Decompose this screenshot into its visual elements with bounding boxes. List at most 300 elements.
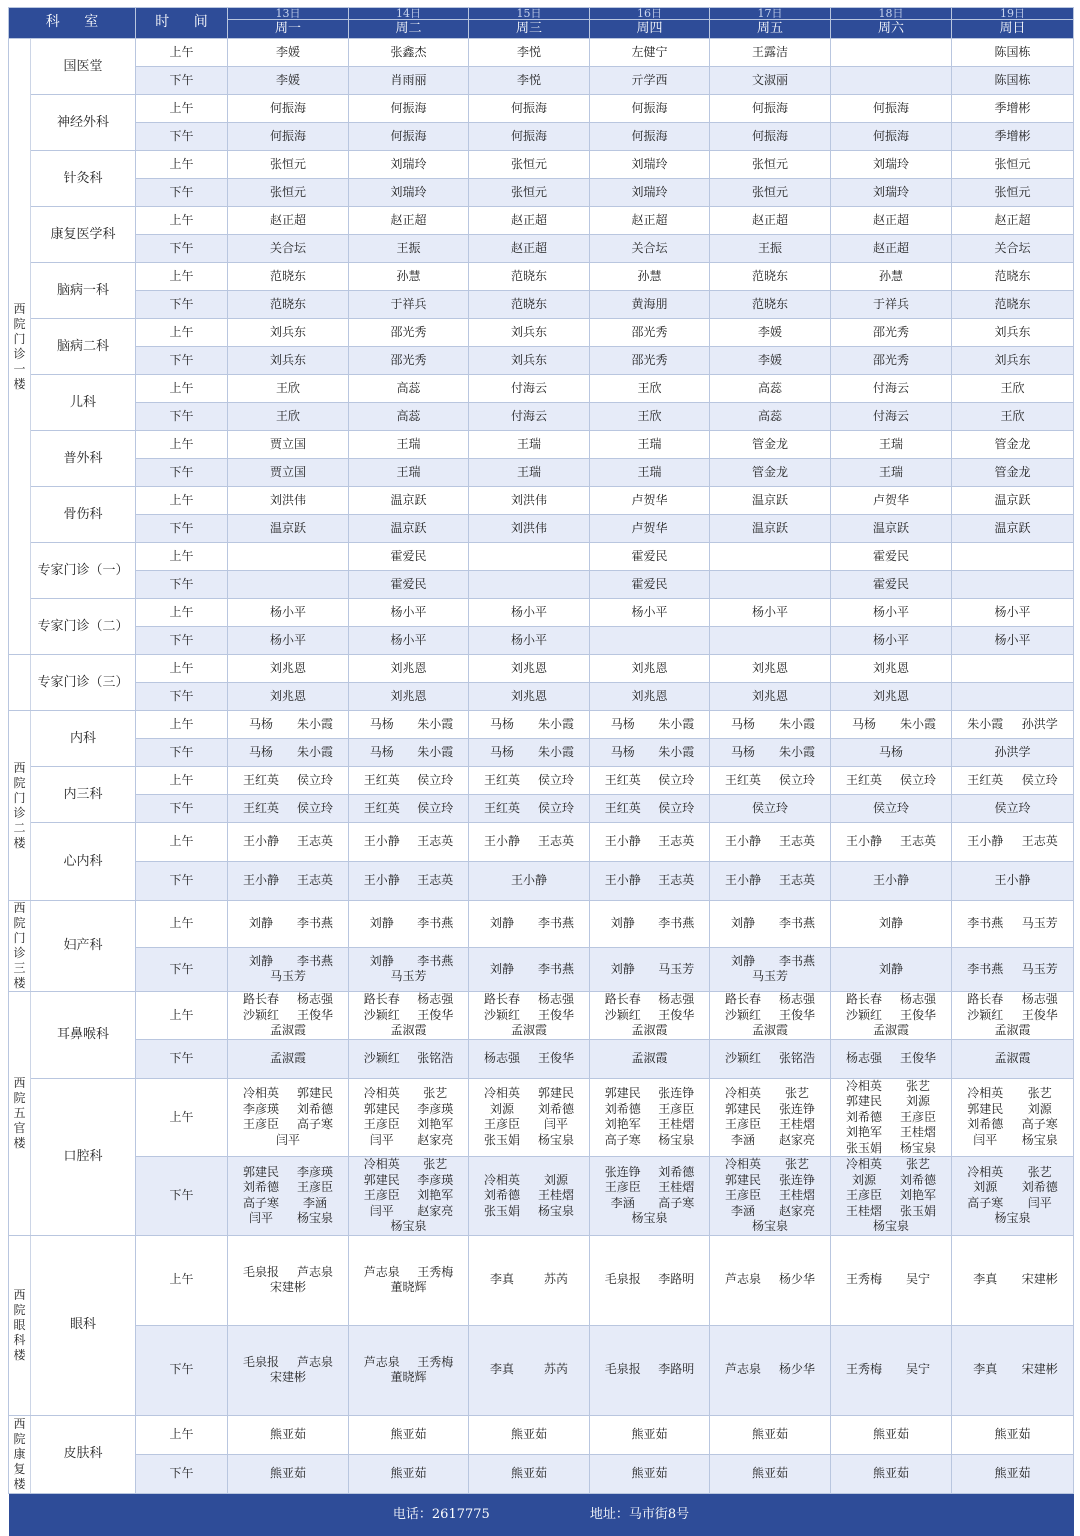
doctor-name: 朱小霞 — [417, 744, 454, 759]
doctor-name: 刘静 — [369, 916, 394, 931]
schedule-row — [9, 571, 1074, 599]
doctor-name: 朱小霞 — [779, 716, 816, 731]
doctor-name: 张恒元 — [270, 156, 307, 171]
doctor-name: 杨小平 — [631, 604, 668, 619]
schedule-cell — [469, 901, 590, 948]
doctor-name: 刘源 — [973, 1180, 998, 1195]
schedule-cell — [831, 739, 952, 767]
schedule-cell — [710, 767, 831, 795]
doctor-name: 马玉芳 — [270, 969, 307, 984]
doctor-name: 王俊华 — [538, 1007, 575, 1022]
schedule-cell — [349, 515, 469, 543]
schedule-cell — [349, 823, 469, 862]
doctor-name: 李真 — [490, 1362, 515, 1377]
doctor-name: 何振海 — [631, 128, 668, 143]
doctor-name: 王瑞 — [517, 464, 542, 479]
schedule-row — [9, 95, 1074, 123]
schedule-row — [9, 123, 1074, 151]
doctor-name: 朱小霞 — [538, 744, 575, 759]
doctor-name: 邵光秀 — [631, 324, 668, 339]
doctor-name: 文淑丽 — [752, 72, 789, 87]
doctor-name: 高蕊 — [396, 408, 421, 423]
doctor-name: 刘源 — [1027, 1101, 1052, 1116]
doctor-name: 王俊华 — [1021, 1007, 1058, 1022]
doctor-name: 路长春 — [243, 992, 280, 1006]
doctor-name: 董晓辉 — [390, 1280, 427, 1294]
schedule-cell — [228, 179, 349, 207]
doctor-name: 熊亚茹 — [994, 1465, 1031, 1480]
doctor-name: 李书燕 — [967, 916, 1004, 931]
schedule-cell — [590, 795, 710, 823]
date-header: 14日 — [349, 8, 469, 20]
doctor-name: 孟淑霞 — [631, 1050, 668, 1065]
schedule-cell — [590, 767, 710, 795]
doctor-name: 孙洪学 — [994, 744, 1031, 759]
doctor-name: 高蕊 — [758, 408, 783, 423]
doctor-name: 张鑫杰 — [390, 44, 427, 59]
doctor-name: 王桂熠 — [779, 1117, 816, 1132]
doctor-name: 范晓东 — [752, 296, 789, 311]
doctor-name: 路长春 — [484, 992, 521, 1006]
doctor-name: 温京跃 — [390, 492, 427, 507]
doctor-name: 冷相英 — [243, 1086, 280, 1101]
doctor-name: 刘希德 — [900, 1172, 937, 1187]
schedule-cell — [469, 235, 590, 263]
doctor-name: 高子寒 — [604, 1132, 641, 1147]
schedule-cell — [590, 151, 710, 179]
doctor-name: 刘兆恩 — [270, 660, 307, 675]
doctor-name: 路长春 — [967, 992, 1004, 1006]
doctor-name: 路长春 — [846, 992, 883, 1006]
doctor-name: 王志英 — [297, 834, 334, 849]
doctor-name: 刘兆恩 — [873, 688, 910, 703]
doctor-name: 沙颖红 — [484, 1007, 521, 1022]
schedule-cell — [469, 823, 590, 862]
schedule-cell — [710, 431, 831, 459]
schedule-cell — [952, 1039, 1074, 1078]
schedule-cell — [831, 515, 952, 543]
doctor-name: 杨小平 — [994, 604, 1031, 619]
schedule-cell — [228, 862, 349, 901]
doctor-name: 闫平 — [1027, 1195, 1052, 1210]
doctor-name: 侯立玲 — [538, 800, 575, 815]
doctor-name: 王瑞 — [879, 464, 904, 479]
schedule-row — [9, 1078, 1074, 1157]
schedule-cell — [952, 1415, 1074, 1454]
doctor-name: 张艺 — [906, 1078, 931, 1093]
schedule-cell — [831, 403, 952, 431]
doctor-name: 刘兆恩 — [631, 688, 668, 703]
schedule-row — [9, 1039, 1074, 1078]
doctor-name: 黄海朋 — [631, 296, 668, 311]
doctor-name: 刘兵东 — [994, 352, 1031, 367]
schedule-cell — [952, 901, 1074, 948]
doctor-name: 孟淑霞 — [752, 1023, 789, 1037]
doctor-name: 霍爱民 — [390, 576, 427, 591]
doctor-name: 王俊华 — [417, 1007, 454, 1022]
schedule-row — [9, 179, 1074, 207]
schedule-cell — [952, 67, 1074, 95]
schedule-cell — [228, 1078, 349, 1157]
doctor-name: 王志英 — [658, 834, 695, 849]
doctor-name: 何振海 — [270, 100, 307, 115]
doctor-name: 郭建民 — [846, 1094, 883, 1108]
doctor-name: 刘希德 — [846, 1109, 883, 1124]
schedule-cell — [952, 823, 1074, 862]
schedule-cell — [590, 599, 710, 627]
time-slot: 上午 — [136, 599, 228, 627]
schedule-row — [9, 543, 1074, 571]
time-slot: 下午 — [136, 123, 228, 151]
doctor-name: 杨志强 — [417, 992, 454, 1006]
doctor-name: 杨宝泉 — [390, 1219, 427, 1233]
doctor-name: 霍爱民 — [873, 548, 910, 563]
schedule-cell — [710, 627, 831, 655]
doctor-name: 高子寒 — [967, 1195, 1004, 1210]
doctor-name: 左健宁 — [631, 44, 668, 59]
doctor-name: 王桂熠 — [846, 1203, 883, 1218]
schedule-row — [9, 207, 1074, 235]
doctor-name: 赵家亮 — [779, 1203, 816, 1218]
doctor-name: 刘希德 — [297, 1101, 334, 1116]
schedule-cell — [349, 1039, 469, 1078]
schedule-cell — [710, 1415, 831, 1454]
doctor-name: 张连铮 — [658, 1086, 695, 1101]
doctor-name: 王彦臣 — [604, 1180, 641, 1195]
doctor-name: 冷相英 — [725, 1157, 762, 1171]
doctor-name: 李涵 — [731, 1203, 756, 1218]
doctor-name: 苏芮 — [544, 1272, 569, 1287]
doctor-name: 王红英 — [363, 800, 400, 815]
schedule-cell — [710, 571, 831, 599]
doctor-name: 宋建彬 — [1021, 1362, 1058, 1377]
doctor-name: 杨小平 — [873, 632, 910, 647]
time-slot: 上午 — [136, 39, 228, 67]
doctor-name: 何振海 — [270, 128, 307, 143]
schedule-cell — [349, 1454, 469, 1493]
schedule-cell — [952, 487, 1074, 515]
schedule-row — [9, 375, 1074, 403]
schedule-cell — [952, 291, 1074, 319]
doctor-name: 孙慧 — [637, 268, 662, 283]
doctor-name: 侯立玲 — [900, 772, 937, 787]
schedule-row — [9, 901, 1074, 948]
doctor-name: 王志英 — [417, 834, 454, 849]
doctor-name: 孟淑霞 — [270, 1023, 307, 1037]
schedule-cell — [710, 67, 831, 95]
schedule-cell — [228, 711, 349, 739]
schedule-cell — [590, 1235, 710, 1325]
doctor-name: 沙颖红 — [725, 1007, 762, 1022]
doctor-name: 马杨 — [249, 716, 274, 731]
doctor-name: 沙颖红 — [846, 1007, 883, 1022]
doctor-name: 邵光秀 — [390, 352, 427, 367]
doctor-name: 侯立玲 — [417, 772, 454, 787]
schedule-cell — [952, 543, 1074, 571]
schedule-cell — [469, 1454, 590, 1493]
doctor-name: 刘瑞玲 — [873, 156, 910, 171]
schedule-cell — [952, 515, 1074, 543]
schedule-cell — [952, 1078, 1074, 1157]
schedule-cell — [831, 291, 952, 319]
schedule-cell — [349, 375, 469, 403]
doctor-name: 杨宝泉 — [1021, 1132, 1058, 1147]
department-name: 脑病二科 — [31, 319, 136, 375]
doctor-name: 李悦 — [517, 72, 542, 87]
doctor-name: 冷相英 — [725, 1086, 762, 1101]
time-slot: 下午 — [136, 179, 228, 207]
doctor-name: 杨小平 — [873, 604, 910, 619]
schedule-cell — [228, 823, 349, 862]
schedule-row — [9, 599, 1074, 627]
schedule-cell — [831, 1078, 952, 1157]
doctor-name: 马杨 — [249, 744, 274, 759]
doctor-name: 刘兵东 — [511, 324, 548, 339]
schedule-cell — [228, 992, 349, 1040]
doctor-name: 赵正超 — [511, 212, 548, 227]
doctor-name: 季增彬 — [994, 128, 1031, 143]
schedule-cell — [710, 179, 831, 207]
doctor-name: 卢贺华 — [631, 520, 668, 535]
schedule-row — [9, 1235, 1074, 1325]
doctor-name: 王红英 — [243, 772, 280, 787]
doctor-name: 霍爱民 — [873, 576, 910, 591]
doctor-name: 亓学西 — [631, 72, 668, 87]
schedule-row — [9, 683, 1074, 711]
doctor-name: 毛泉报 — [604, 1272, 641, 1287]
schedule-cell — [710, 319, 831, 347]
schedule-cell — [710, 123, 831, 151]
time-slot: 下午 — [136, 739, 228, 767]
doctor-name: 刘希德 — [538, 1101, 575, 1116]
schedule-cell — [952, 39, 1074, 67]
doctor-name: 王小静 — [604, 873, 641, 888]
doctor-name: 王小静 — [846, 834, 883, 849]
doctor-name: 李悦 — [517, 44, 542, 59]
doctor-name: 朱小霞 — [297, 744, 334, 759]
schedule-cell — [590, 992, 710, 1040]
schedule-cell — [349, 39, 469, 67]
doctor-name: 张恒元 — [994, 184, 1031, 199]
schedule-cell — [710, 823, 831, 862]
schedule-cell — [228, 739, 349, 767]
schedule-cell — [349, 683, 469, 711]
doctor-name: 王俊华 — [658, 1007, 695, 1022]
footer-phone: 电话：2617775 — [392, 1506, 490, 1522]
schedule-cell — [469, 291, 590, 319]
location-cell — [9, 901, 31, 992]
schedule-row — [9, 431, 1074, 459]
doctor-name: 王红英 — [967, 772, 1004, 787]
doctor-name: 侯立玲 — [297, 772, 334, 787]
schedule-cell — [952, 711, 1074, 739]
schedule-cell — [228, 683, 349, 711]
doctor-name: 郭建民 — [725, 1101, 762, 1116]
doctor-name: 朱小霞 — [658, 716, 695, 731]
schedule-cell — [952, 347, 1074, 375]
date-header: 19日 — [952, 8, 1074, 20]
doctor-name: 杨小平 — [511, 632, 548, 647]
doctor-name: 熊亚茹 — [270, 1426, 307, 1441]
schedule-cell — [590, 711, 710, 739]
schedule-row — [9, 947, 1074, 991]
schedule-cell — [228, 901, 349, 948]
doctor-name: 杨宝泉 — [631, 1211, 668, 1226]
doctor-name: 张恒元 — [511, 184, 548, 199]
doctor-name: 关合坛 — [631, 240, 668, 255]
schedule-cell — [590, 683, 710, 711]
doctor-name: 陈国栋 — [994, 44, 1031, 59]
doctor-name: 冷相英 — [967, 1164, 1004, 1179]
doctor-name: 宋建彬 — [270, 1280, 307, 1294]
schedule-cell — [590, 67, 710, 95]
schedule-cell — [831, 319, 952, 347]
schedule-cell — [349, 1325, 469, 1415]
doctor-name: 李媛 — [276, 72, 301, 87]
doctor-name: 侯立玲 — [658, 800, 695, 815]
schedule-cell — [590, 291, 710, 319]
doctor-name: 赵正超 — [873, 240, 910, 255]
department-name: 普外科 — [31, 431, 136, 487]
department-name: 儿科 — [31, 375, 136, 431]
schedule-cell — [469, 263, 590, 291]
doctor-name: 王彦臣 — [363, 1117, 400, 1132]
schedule-cell — [469, 403, 590, 431]
schedule-row — [9, 1454, 1074, 1493]
schedule-row — [9, 1157, 1074, 1236]
doctor-name: 王志英 — [538, 834, 575, 849]
schedule-cell — [710, 1325, 831, 1415]
doctor-name: 闫平 — [276, 1132, 301, 1147]
location-cell — [9, 1415, 31, 1493]
schedule-cell — [349, 543, 469, 571]
doctor-name: 杨志强 — [538, 992, 575, 1006]
schedule-cell — [952, 319, 1074, 347]
schedule-cell — [952, 739, 1074, 767]
doctor-name: 霍爱民 — [390, 548, 427, 563]
schedule-cell — [469, 1157, 590, 1236]
schedule-cell — [952, 599, 1074, 627]
doctor-name: 刘洪伟 — [270, 492, 307, 507]
doctor-name: 李路明 — [658, 1272, 695, 1287]
schedule-cell — [469, 795, 590, 823]
doctor-name: 王欣 — [276, 380, 301, 395]
doctor-name: 王俊华 — [779, 1007, 816, 1022]
doctor-name: 王俊华 — [297, 1007, 334, 1022]
department-name: 神经外科 — [31, 95, 136, 151]
doctor-name: 刘瑞玲 — [873, 184, 910, 199]
time-slot: 下午 — [136, 795, 228, 823]
schedule-cell — [710, 95, 831, 123]
schedule-cell — [831, 1235, 952, 1325]
schedule-cell — [590, 347, 710, 375]
doctor-name: 杨志强 — [900, 992, 937, 1006]
time-slot: 下午 — [136, 1325, 228, 1415]
doctor-name: 季增彬 — [994, 100, 1031, 115]
schedule-row — [9, 767, 1074, 795]
doctor-name: 刘希德 — [967, 1117, 1004, 1132]
schedule-cell — [952, 1454, 1074, 1493]
doctor-name: 熊亚茹 — [631, 1465, 668, 1480]
doctor-name: 张铭浩 — [417, 1050, 454, 1065]
schedule-cell — [590, 459, 710, 487]
doctor-name: 杨小平 — [270, 632, 307, 647]
doctor-name: 李涵 — [303, 1195, 328, 1210]
schedule-row — [9, 291, 1074, 319]
doctor-name: 王红英 — [243, 800, 280, 815]
doctor-name: 高子寒 — [658, 1195, 695, 1210]
doctor-name: 陈国栋 — [994, 72, 1031, 87]
schedule-cell — [952, 947, 1074, 991]
doctor-name: 王小静 — [243, 873, 280, 888]
time-slot: 上午 — [136, 151, 228, 179]
schedule-cell — [590, 431, 710, 459]
schedule-cell — [710, 711, 831, 739]
schedule-cell — [952, 235, 1074, 263]
schedule-cell — [469, 1078, 590, 1157]
doctor-name: 李书燕 — [297, 916, 334, 931]
schedule-cell — [831, 123, 952, 151]
doctor-name: 李真 — [973, 1362, 998, 1377]
doctor-name: 范晓东 — [994, 296, 1031, 311]
doctor-name: 李书燕 — [538, 961, 575, 976]
doctor-name: 范晓东 — [270, 268, 307, 283]
department-name: 脑病一科 — [31, 263, 136, 319]
doctor-name: 王振 — [396, 240, 421, 255]
doctor-name: 郭建民 — [297, 1086, 334, 1101]
doctor-name: 孟淑霞 — [631, 1023, 668, 1037]
doctor-name: 杨宝泉 — [538, 1132, 575, 1147]
schedule-cell — [349, 207, 469, 235]
schedule-row — [9, 263, 1074, 291]
schedule-cell — [952, 1235, 1074, 1325]
time-slot: 上午 — [136, 823, 228, 862]
doctor-name: 马杨 — [731, 716, 756, 731]
doctor-name: 芦志泉 — [297, 1264, 334, 1279]
doctor-name: 朱小霞 — [967, 716, 1004, 731]
doctor-name: 李彦瑛 — [297, 1164, 334, 1179]
doctor-name: 王瑞 — [879, 436, 904, 451]
doctor-name: 范晓东 — [994, 268, 1031, 283]
location-cell — [9, 711, 31, 901]
doctor-name: 路长春 — [604, 992, 641, 1006]
doctor-name: 关合坛 — [994, 240, 1031, 255]
doctor-name: 王秀梅 — [417, 1264, 454, 1279]
doctor-name: 冷相英 — [484, 1172, 521, 1187]
schedule-cell — [710, 235, 831, 263]
doctor-name: 刘洪伟 — [511, 520, 548, 535]
schedule-cell — [831, 95, 952, 123]
doctor-name: 刘静 — [249, 916, 274, 931]
doctor-name: 王欣 — [1000, 408, 1025, 423]
doctor-name: 朱小霞 — [779, 744, 816, 759]
weekday-header: 周日 — [952, 20, 1074, 39]
schedule-cell — [228, 1325, 349, 1415]
doctor-name: 李彦瑛 — [243, 1101, 280, 1116]
schedule-cell — [228, 655, 349, 683]
doctor-name: 刘静 — [249, 953, 274, 968]
doctor-name: 沙颖红 — [604, 1007, 641, 1022]
schedule-row — [9, 992, 1074, 1040]
doctor-name: 芦志泉 — [363, 1264, 400, 1279]
doctor-name: 王桂熠 — [658, 1180, 695, 1195]
doctor-name: 赵正超 — [994, 212, 1031, 227]
doctor-name: 王小静 — [873, 873, 910, 888]
schedule-cell — [710, 1157, 831, 1236]
schedule-cell — [590, 207, 710, 235]
department-name: 国医堂 — [31, 39, 136, 95]
schedule-row — [9, 655, 1074, 683]
